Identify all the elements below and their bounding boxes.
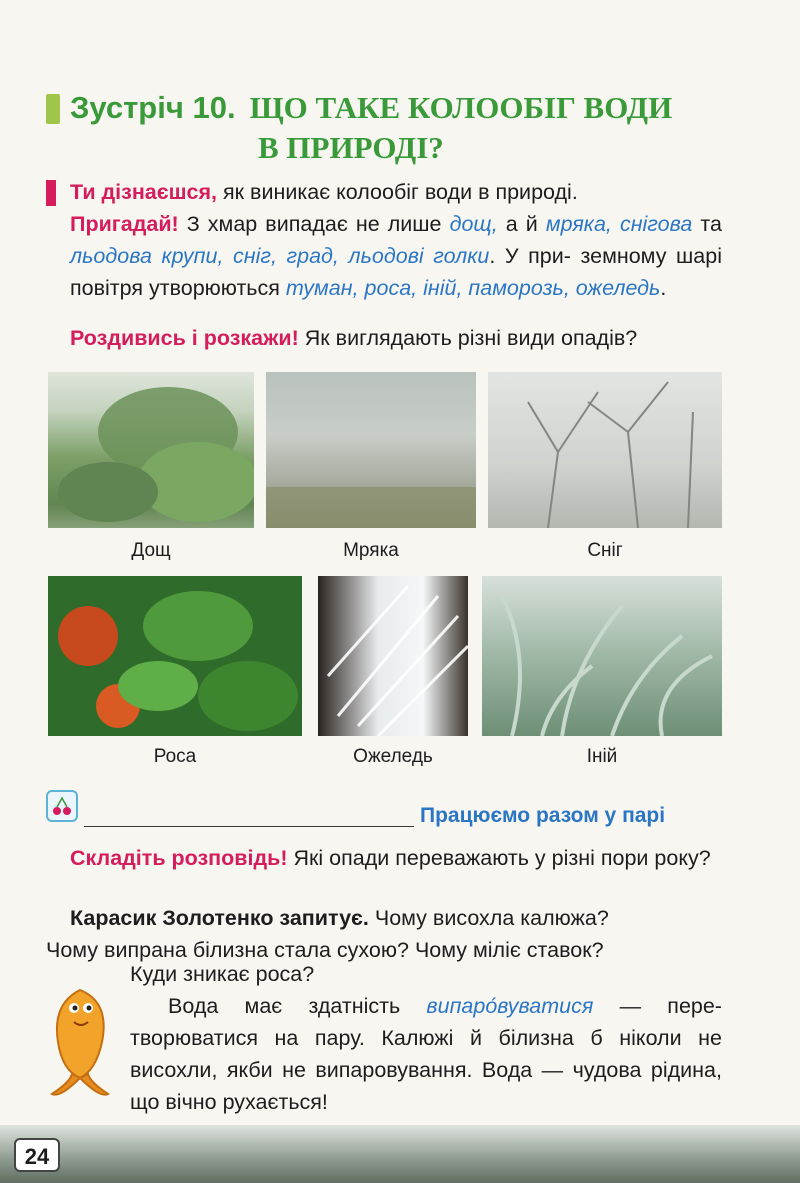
recall-text: а й [505,212,538,236]
answer-paragraph [130,990,722,1118]
fish-label: Карасик Золотенко запитує. [70,906,369,930]
pair-work-title: Працюємо разом у парі [420,804,666,827]
term-evaporate: випаро́вуватися [426,994,594,1018]
pair-work-task [70,842,722,874]
caption-glaze-ice: Ожеледь [353,746,433,767]
lesson-number: Зустріч 10. [70,90,236,125]
recall-text: земному шарі повітря утворюються [70,244,722,300]
recall-text: та [700,212,722,236]
photo-dew [48,576,302,736]
lesson-title-line1: ЩО ТАКЕ КОЛООБІГ ВОДИ [249,90,673,125]
answer-text: висохли, якби не випаровування. Вода — чудова [130,1058,642,1082]
lesson-title-line2: В ПРИРОДІ? [258,130,444,165]
caption-snow: Сніг [587,540,623,561]
answer-text: — пере- [619,994,722,1018]
look-text: Як виглядають різні види опадів? [304,326,638,350]
question-1: Чому висохла калюжа? [374,906,609,930]
learn-label: Ти дізнаєшся, [70,180,218,204]
task-label: Складіть розповідь! [70,846,288,870]
term-ice-pellets: льодова крупи, сніг, град, льодові голки [70,244,490,268]
photo-glaze-ice [318,576,468,736]
recall-text: . У при- [489,244,571,268]
pair-work-icon [46,790,78,822]
term-fog: туман, роса, іній, [285,276,463,300]
answer-text: рідина, що вічно рухається! [130,1058,722,1114]
answer-text: творюватися на пару. Калюжі й білизна б ніколи не [130,1026,722,1050]
term-rain: дощ, [449,212,498,236]
recall-label: Пригадай! [70,212,179,236]
pair-work-divider [84,826,414,827]
caption-drizzle: Мряка [343,540,399,561]
fish-questions [46,902,722,966]
page-number: 24 [14,1138,60,1172]
recall-paragraph [70,208,722,304]
learn-paragraph [70,176,722,208]
question-3: Куди зникає роса? [130,962,315,986]
learn-text: як виникає колообіг води в природі. [223,180,578,204]
term-drizzle: мряка, [545,212,612,236]
caption-dew: Роса [153,746,197,767]
header-accent-bar [46,94,60,124]
term-frost: паморозь, ожеледь [468,276,661,300]
photo-drizzle [266,372,476,528]
caption-rain: Дощ [131,540,171,561]
footer-landscape [0,1125,800,1183]
look-label: Роздивись і розкажи! [70,326,299,350]
look-paragraph [70,322,722,354]
photo-snow [488,372,722,528]
recall-text: З хмар випадає не лише [186,212,442,236]
answer-text: Вода має здатність [168,994,401,1018]
task-text: Які опади переважають у різні пори року? [293,846,711,870]
recall-text: . [660,276,667,300]
photo-hoarfrost [482,576,722,736]
learn-marker [46,180,56,206]
term-snow-pellets: снігова [619,212,693,236]
photo-rain [48,372,254,528]
goldfish-illustration [40,982,120,1102]
question-2: Чому випрана білизна стала сухою? Чому міліє ставок? [46,938,604,962]
caption-hoarfrost: Іній [586,746,618,767]
